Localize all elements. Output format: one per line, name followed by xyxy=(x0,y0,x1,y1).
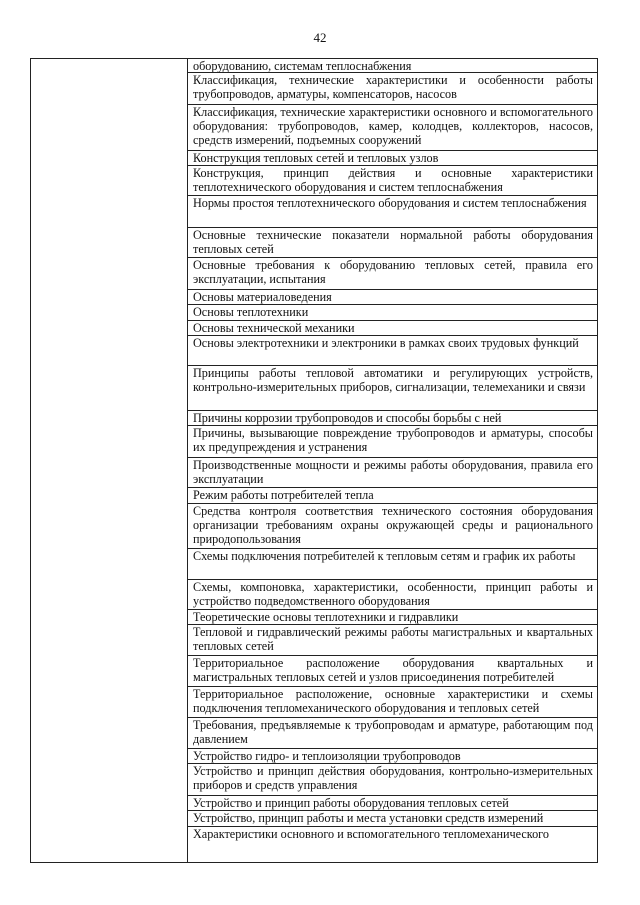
table-row: Принципы работы тепловой автоматики и регулирующих устройств, контрольно-измерительных приборов, сигнализации, телемеханики и связи xyxy=(188,366,597,411)
table-row: Устройство и принцип действия оборудования, контрольно-измерительных приборов и средств управления xyxy=(188,764,597,796)
table-left-cell xyxy=(31,59,188,862)
table-row: Конструкция, принцип действия и основные характеристики теплотехнического оборудования и систем теплоснабжения xyxy=(188,166,597,196)
table-row: Классификация, технические характеристики и особенности работы трубопроводов, арматуры, компенсаторов, насосов xyxy=(188,73,597,105)
table-row: Нормы простоя теплотехнического оборудования и систем теплоснабжения xyxy=(188,196,597,228)
table-row: Схемы, компоновка, характеристики, особенности, принцип работы и устройство подведомственного оборудования xyxy=(188,580,597,610)
table-row: Теоретические основы теплотехники и гидравлики xyxy=(188,610,597,625)
table-row: Тепловой и гидравлический режимы работы магистральных и квартальных тепловых сетей xyxy=(188,625,597,656)
table-row: Устройство гидро- и теплоизоляции трубопроводов xyxy=(188,749,597,764)
knowledge-table xyxy=(30,58,598,863)
table-row: Производственные мощности и режимы работы оборудования, правила его эксплуатации xyxy=(188,458,597,488)
table-row: Основы материаловедения xyxy=(188,290,597,305)
table-row: Требования, предъявляемые к трубопроводам и арматуре, работающим под давлением xyxy=(188,718,597,749)
table-row: Причины коррозии трубопроводов и способы борьбы с ней xyxy=(188,411,597,426)
table-row: Классификация, технические характеристики основного и вспомогательного оборудования: трубопроводов, камер, колодцев, коллекторов, насосов, средств измерений, подъемных сооружений xyxy=(188,105,597,151)
table-row: Режим работы потребителей тепла xyxy=(188,488,597,504)
table-row: оборудованию, системам теплоснабжения xyxy=(188,59,597,73)
table-row: Территориальное расположение оборудования квартальных и магистральных тепловых сетей и узлов присоединения потребителей xyxy=(188,656,597,687)
table-row: Средства контроля соответствия технического состояния оборудования организации требованиям охраны окружающей среды и рационального природопользования xyxy=(188,504,597,549)
table-row: Основные технические показатели нормальной работы оборудования тепловых сетей xyxy=(188,228,597,258)
table-row: Причины, вызывающие повреждение трубопроводов и арматуры, способы их предупреждения и устранения xyxy=(188,426,597,458)
table-row: Основы электротехники и электроники в рамках своих трудовых функций xyxy=(188,336,597,366)
table-right-column xyxy=(188,59,597,862)
table-row: Конструкция тепловых сетей и тепловых узлов xyxy=(188,151,597,166)
table-row: Основные требования к оборудованию тепловых сетей, правила его эксплуатации, испытания xyxy=(188,258,597,290)
table-row: Основы теплотехники xyxy=(188,305,597,321)
table-row: Характеристики основного и вспомогательного тепломеханического xyxy=(193,827,549,841)
page-number: 42 xyxy=(313,30,327,45)
table-row: Территориальное расположение, основные характеристики и схемы подключения тепломеханического оборудования и тепловых сетей xyxy=(188,687,597,718)
table-row: Устройство, принцип работы и места установки средств измерений xyxy=(188,811,597,827)
table-row: Устройство и принцип работы оборудования тепловых сетей xyxy=(188,796,597,811)
table-row: Схемы подключения потребителей к тепловым сетям и график их работы xyxy=(188,549,597,580)
table-row: Основы технической механики xyxy=(188,321,597,336)
